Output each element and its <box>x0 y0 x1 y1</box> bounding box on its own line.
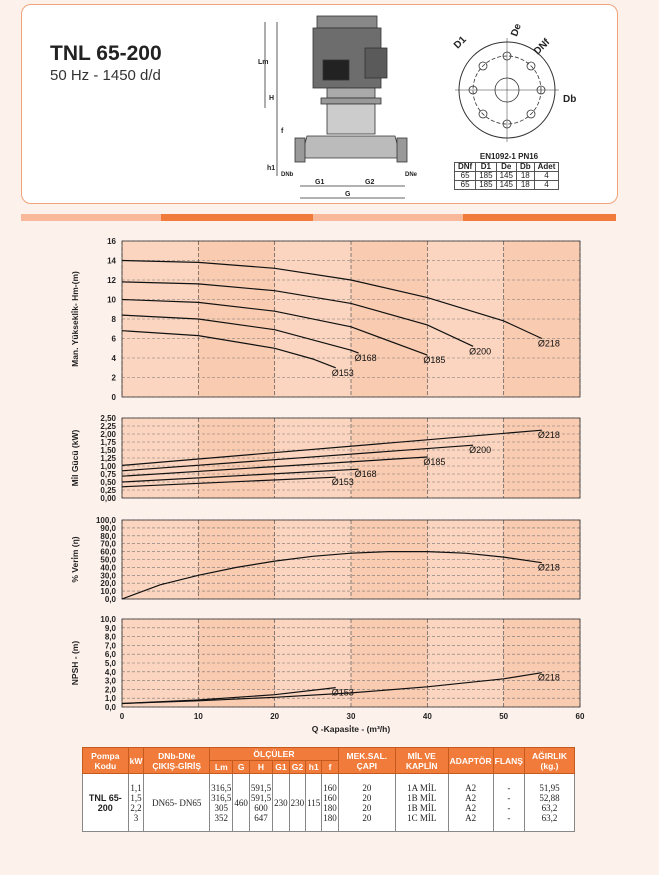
series-label: Ø218 <box>537 672 560 683</box>
y-tick-label: 0 <box>111 393 116 402</box>
cell-h-value: 591,5 <box>250 792 272 803</box>
cell-flange-value: - <box>507 782 511 793</box>
flange-cell: 18 <box>516 172 534 181</box>
th-shaft: MEK.SAL. ÇAPI <box>338 748 395 774</box>
th-dims: ÖLÇÜLER <box>210 748 339 761</box>
y-tick-label: 1,25 <box>100 454 116 463</box>
y-tick-label: 8,0 <box>104 632 116 642</box>
y-axis-label: Man. Yüksekli̇k- Hm-(m) <box>70 271 80 367</box>
x-tick-label: 20 <box>270 712 280 721</box>
cell-shaft-value: 20 <box>362 792 372 803</box>
cell-kw-value: 1,1 <box>130 782 142 793</box>
cell-weight <box>524 774 574 832</box>
x-tick-label: 50 <box>499 712 509 721</box>
series-label: Ø153 <box>331 367 354 378</box>
flange-cell: 65 <box>455 181 476 190</box>
cell-h <box>249 774 272 832</box>
y-tick-label: 0,75 <box>100 470 116 479</box>
th-g2: G2 <box>289 761 306 774</box>
cell-coupling-value: 1B MİL <box>407 802 437 813</box>
y-tick-label: 3,0 <box>104 676 116 686</box>
y-tick-label: 16 <box>107 237 116 246</box>
flange-cell: D1 <box>476 163 496 172</box>
x-tick-label: 10 <box>193 712 203 721</box>
th-dn: DNb-DNe ÇIKIŞ-GİRİŞ <box>144 748 210 774</box>
y-tick-label: 2,25 <box>100 422 116 431</box>
cell-coupling-value: 1B MİL <box>407 792 437 803</box>
cell-shaft-value: 20 <box>362 782 372 793</box>
cell-f <box>322 774 339 832</box>
y-axis-label: NPSH - (m) <box>70 640 80 686</box>
label-dne: DNe <box>405 172 418 178</box>
y-tick-label: 60,0 <box>100 547 116 557</box>
y-tick-label: 100,0 <box>95 516 116 525</box>
flange-cell: DNf <box>455 163 476 172</box>
spec-table <box>82 747 575 832</box>
y-tick-label: 7,0 <box>104 641 116 651</box>
series-label: Ø218 <box>537 430 560 441</box>
x-tick-label: 0 <box>119 712 125 721</box>
cell-adaptor-value: A2 <box>465 802 477 813</box>
cell-adaptor-value: A2 <box>465 792 477 803</box>
flange-cell: 145 <box>496 181 516 190</box>
y-tick-label: 70,0 <box>100 539 116 549</box>
th-f: f <box>322 761 339 774</box>
cell-dn: DN65- DN65 <box>144 774 210 832</box>
cell-g: 460 <box>233 774 250 832</box>
cell-shaft <box>338 774 395 832</box>
cell-adaptor-value: A2 <box>465 782 477 793</box>
y-tick-label: 90,0 <box>100 523 116 533</box>
flange-cell: Db <box>516 163 534 172</box>
cell-kw <box>128 774 144 832</box>
y-tick-label: 2,50 <box>100 414 116 423</box>
label-g2: G2 <box>365 179 375 186</box>
y-tick-label: 50,0 <box>100 555 116 565</box>
cell-f-value: 180 <box>323 812 337 823</box>
cell-flange-value: - <box>507 812 511 823</box>
cell-h-value: 600 <box>254 802 268 813</box>
y-tick-label: 40,0 <box>100 563 116 573</box>
page-title: TNL 65-200 <box>50 42 162 65</box>
label-d1: D1 <box>451 34 469 52</box>
flange-cell: De <box>496 163 516 172</box>
cell-lm-value: 352 <box>214 812 228 823</box>
flange-cell: Adet <box>534 163 559 172</box>
cell-flange-value: - <box>507 802 511 813</box>
y-tick-label: 2 <box>111 373 116 383</box>
cell-lm-value: 305 <box>214 802 228 813</box>
flange-cell: 185 <box>476 172 496 181</box>
x-tick-label: 60 <box>575 712 585 721</box>
y-tick-label: 10,0 <box>100 615 116 624</box>
cell-pump-code: TNL 65-200 <box>83 774 129 832</box>
th-lm: Lm <box>210 761 233 774</box>
cell-shaft-value: 20 <box>362 812 372 823</box>
cell-coupling-value: 1C MİL <box>407 812 437 823</box>
x-axis-label: Q -Kapasi̇te - (m³/h) <box>311 724 391 734</box>
y-tick-label: 1,50 <box>100 446 116 455</box>
cell-weight-value: 63,2 <box>541 812 558 823</box>
y-tick-label: 0,0 <box>104 595 116 604</box>
x-tick-label: 40 <box>422 712 432 721</box>
label-h: H <box>269 95 275 102</box>
cell-flange-value: - <box>507 792 511 803</box>
series-label: Ø168 <box>354 469 377 480</box>
cell-coupling-value: 1A MİL <box>407 782 437 793</box>
y-tick-label: 10 <box>107 295 116 305</box>
cell-h-value: 591,5 <box>250 782 272 793</box>
label-db: Db <box>563 94 577 105</box>
cell-weight-value: 63,2 <box>541 802 558 813</box>
y-tick-label: 9,0 <box>104 623 116 633</box>
series-label: Ø200 <box>469 346 492 357</box>
y-tick-label: 20,0 <box>100 579 116 589</box>
y-axis-label: Mi̇l Gücü (kW) <box>70 429 80 487</box>
flange-table-title: EN1092-1 PN16 <box>479 152 539 161</box>
th-adaptor: ADAPTÖR <box>448 748 493 774</box>
cell-h1: 115 <box>306 774 322 832</box>
y-tick-label: 2,00 <box>100 430 116 439</box>
page-subtitle: 50 Hz - 1450 d/d <box>50 67 161 84</box>
label-de: De <box>509 22 524 39</box>
cell-f-value: 160 <box>323 792 337 803</box>
label-h1: h1 <box>267 165 276 172</box>
label-g: G <box>345 191 351 198</box>
y-tick-label: 10,0 <box>100 587 116 597</box>
th-pump-code: Pompa Kodu <box>83 748 129 774</box>
cell-kw-value: 3 <box>133 812 139 823</box>
th-h: H <box>249 761 272 774</box>
th-weight: AĞIRLIK (kg.) <box>524 748 574 774</box>
flange-cell: 65 <box>455 172 476 181</box>
series-label: Ø218 <box>537 562 560 573</box>
flange-cell: 4 <box>534 172 559 181</box>
series-label: Ø168 <box>354 353 377 364</box>
cell-flange <box>493 774 524 832</box>
cell-weight-value: 52,88 <box>539 792 560 803</box>
flange-cell: 4 <box>534 181 559 190</box>
y-tick-label: 12 <box>107 276 116 285</box>
cell-kw-value: 1,5 <box>130 792 142 803</box>
flange-cell: 185 <box>476 181 496 190</box>
y-tick-label: 5,0 <box>104 659 116 668</box>
th-g: G <box>233 761 250 774</box>
y-tick-label: 6,0 <box>104 650 116 660</box>
cell-g1: 230 <box>273 774 290 832</box>
x-tick-label: 30 <box>346 712 356 721</box>
cell-lm-value: 316,5 <box>211 782 232 793</box>
y-tick-label: 0,0 <box>104 703 116 712</box>
flange-cell: 145 <box>496 172 516 181</box>
cell-lm <box>210 774 233 832</box>
th-coupling: MİL VE KAPLİN <box>395 748 448 774</box>
th-h1: h1 <box>306 761 322 774</box>
series-label: Ø153 <box>331 687 354 698</box>
y-tick-label: 2,0 <box>104 685 116 695</box>
series-label: Ø200 <box>469 445 492 456</box>
cell-kw-value: 2,2 <box>130 802 142 813</box>
cell-adaptor <box>448 774 493 832</box>
y-tick-label: 0,00 <box>100 494 116 503</box>
y-axis-label: % Veri̇m (η) <box>70 536 80 583</box>
cell-f-value: 160 <box>323 782 337 793</box>
th-kw: kW <box>128 748 144 774</box>
y-tick-label: 4 <box>111 354 116 363</box>
series-label: Ø218 <box>537 338 560 349</box>
y-tick-label: 80,0 <box>100 531 116 541</box>
th-g1: G1 <box>273 761 290 774</box>
y-tick-label: 4,0 <box>104 667 116 677</box>
y-tick-label: 14 <box>107 256 116 266</box>
label-lm: Lm <box>258 59 269 66</box>
series-label: Ø185 <box>423 355 446 366</box>
y-tick-label: 1,0 <box>104 694 116 704</box>
series-label: Ø153 <box>331 477 354 488</box>
cell-lm-value: 316,5 <box>211 792 232 803</box>
cell-adaptor-value: A2 <box>465 812 477 823</box>
cell-shaft-value: 20 <box>362 802 372 813</box>
cell-g2: 230 <box>289 774 306 832</box>
y-tick-label: 6 <box>111 334 116 344</box>
y-tick-label: 0,50 <box>100 478 116 487</box>
th-flange: FLANŞ <box>493 748 524 774</box>
label-dnb: DNb <box>281 172 294 178</box>
label-f: f <box>281 128 284 135</box>
label-g1: G1 <box>315 179 325 186</box>
y-tick-label: 1,75 <box>100 438 116 447</box>
y-tick-label: 1,00 <box>100 462 116 471</box>
series-label: Ø185 <box>423 457 446 468</box>
cell-f-value: 180 <box>323 802 337 813</box>
cell-weight-value: 51,95 <box>539 782 560 793</box>
cell-coupling <box>395 774 448 832</box>
y-tick-label: 30,0 <box>100 571 116 581</box>
flange-cell: 18 <box>516 181 534 190</box>
y-tick-label: 8 <box>111 315 116 324</box>
label-dnf: DNf <box>531 36 553 58</box>
y-tick-label: 0,25 <box>100 486 116 495</box>
cell-h-value: 647 <box>254 812 268 823</box>
